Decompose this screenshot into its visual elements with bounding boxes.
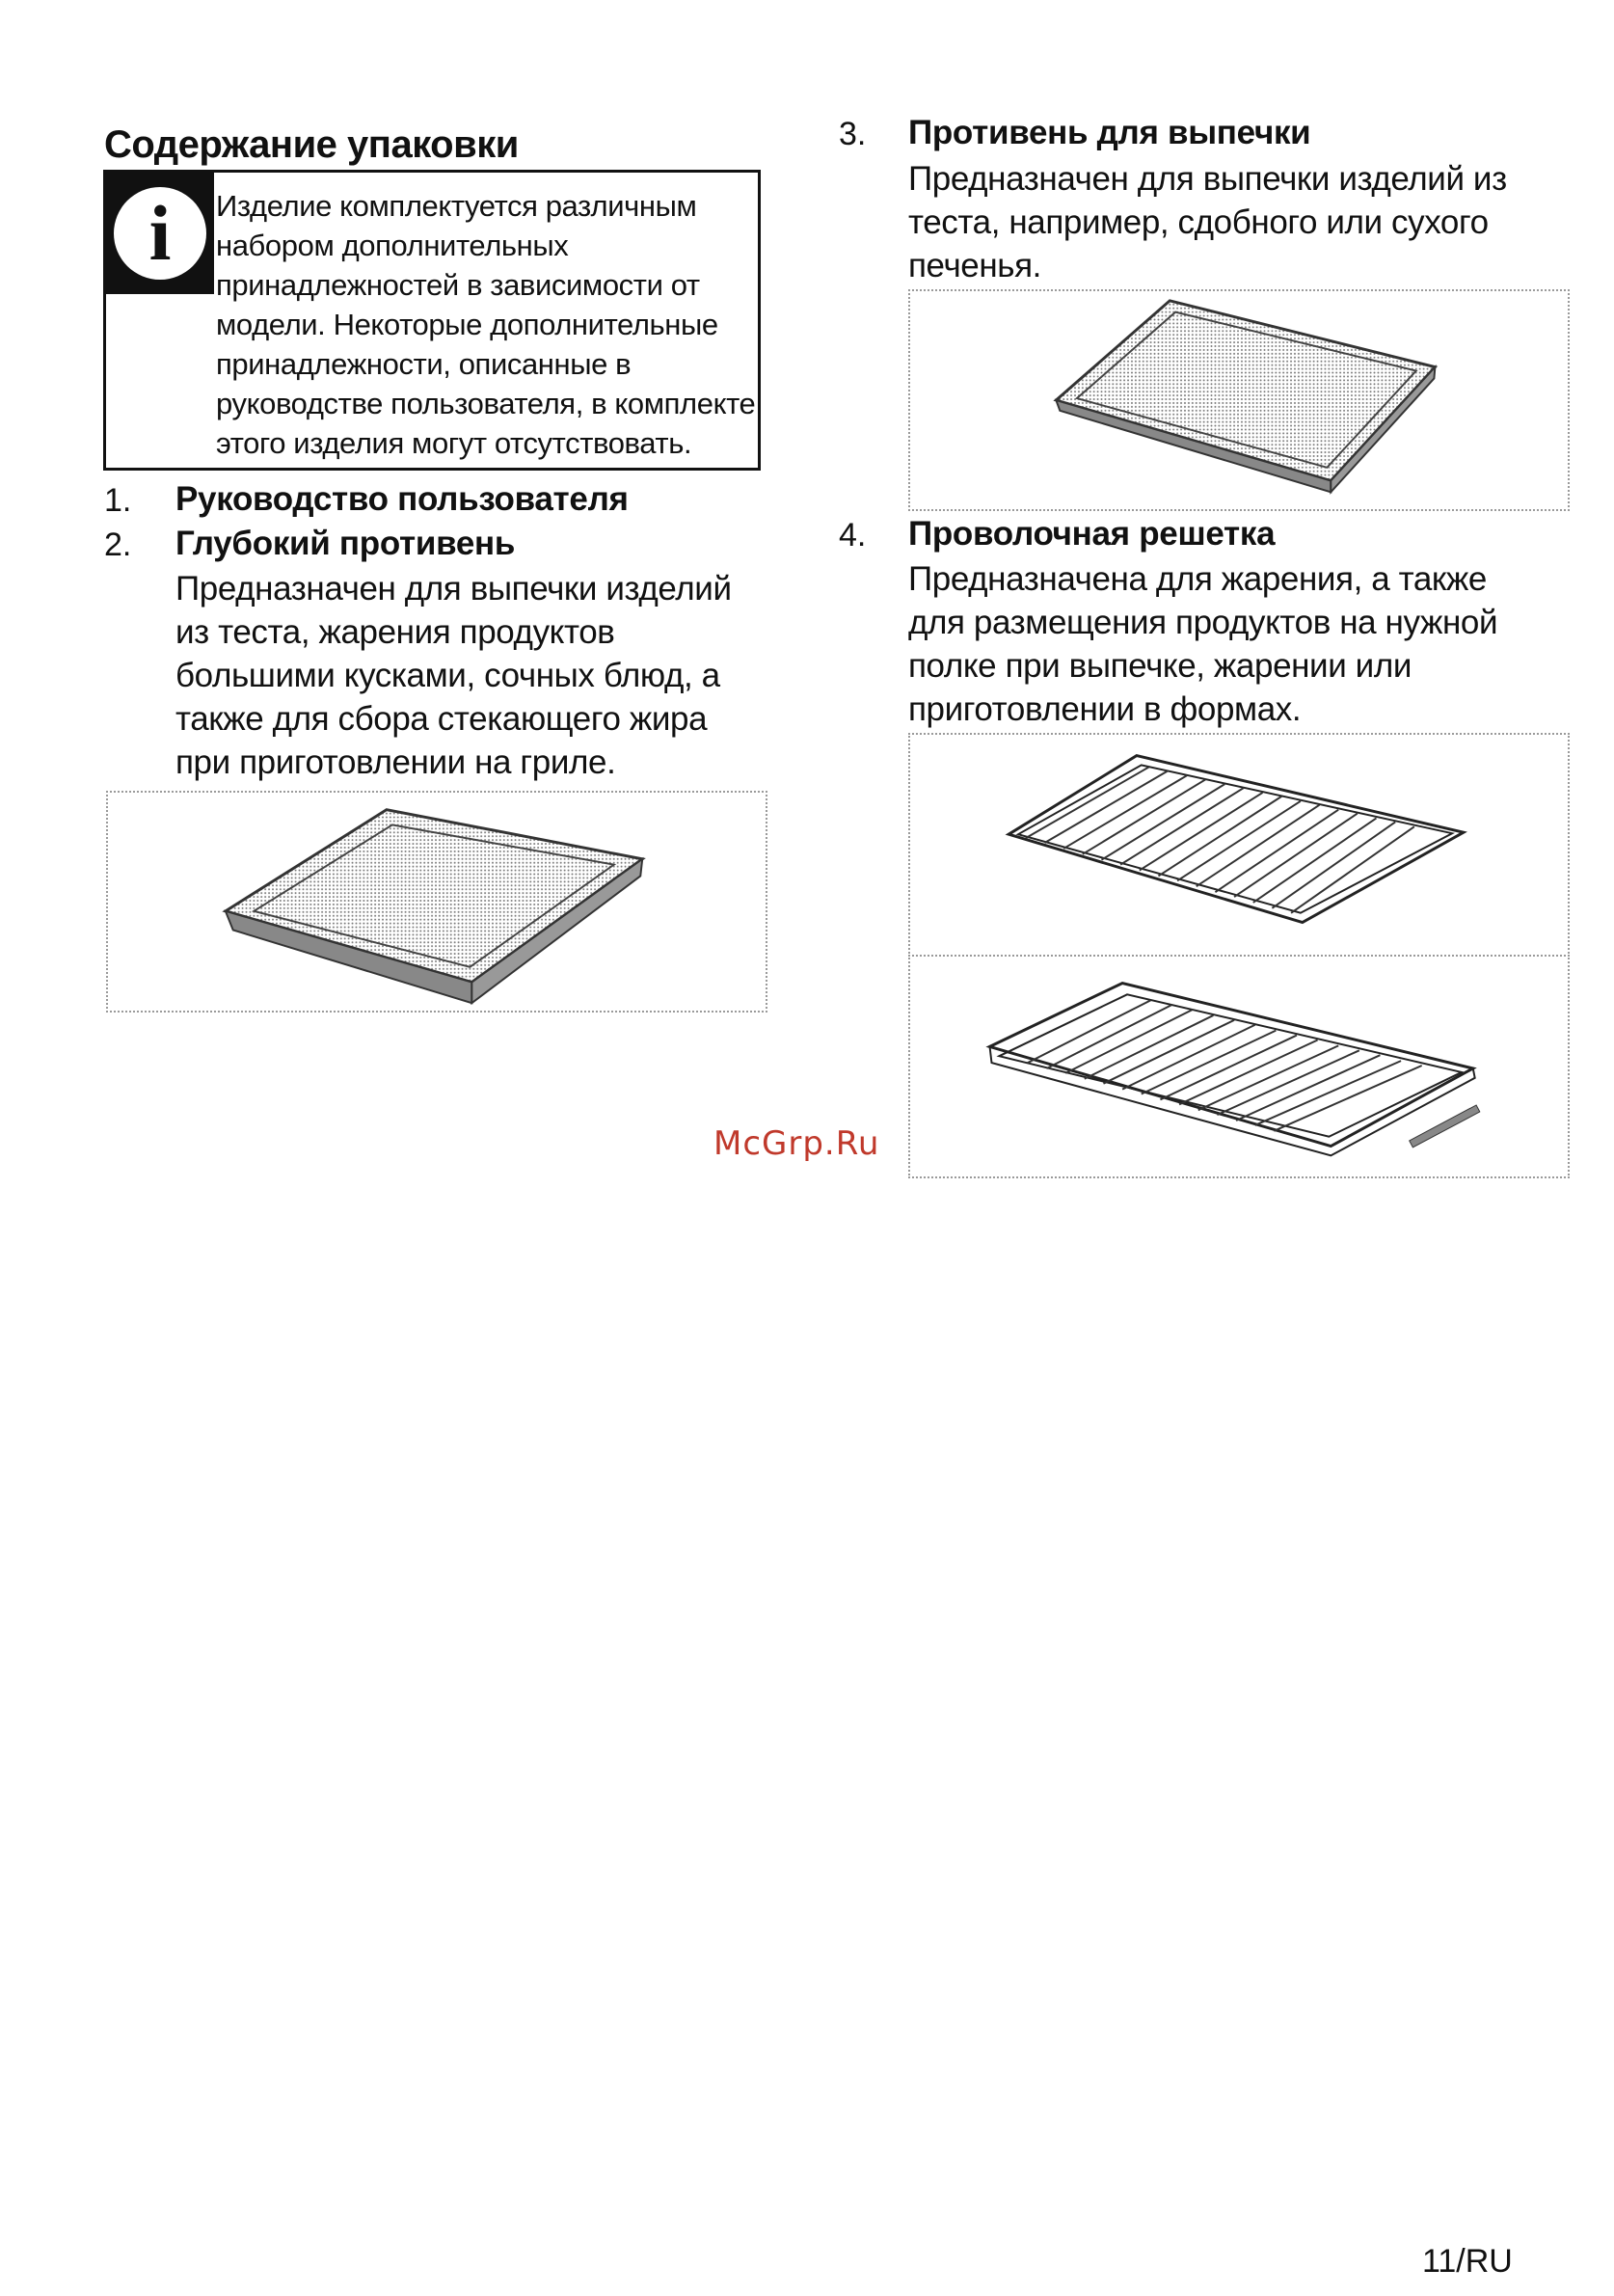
baking-tray-figure [908,289,1570,511]
wire-rack-figure-2 [908,955,1570,1178]
deep-tray-drawing [108,793,766,1011]
item-1-number: 1. [104,482,132,519]
item-2-description: Предназначен для выпечки изделий из теста, жарения продуктов большими кусками, сочных блюд, а также для сбора стекающего жира при приготовлении на гриле. [175,570,732,781]
info-note [103,170,761,471]
item-3-description: Предназначен для выпечки изделий из теста, например, сдобного или сухого печенья. [908,160,1507,284]
item-4-number: 4. [839,517,867,554]
wire-rack-drawing-1 [910,735,1568,955]
item-4-title: Проволочная решетка [908,515,1276,553]
item-4-description: Предназначена для жарения, а также для размещения продуктов на нужной полке при выпечке, жарении или приготовлении в формах. [908,560,1498,728]
item-3-title: Противень для выпечки [908,114,1311,151]
wire-rack-figure-1 [908,733,1570,957]
item-3-number: 3. [839,116,867,152]
info-text: Изделие комплектуется различным набором дополнительных принадлежностей в зависимости от модели. Некоторые дополнительные принадлежности, описанные в руководстве пользователя, в комплекте этого изделия могут отсутствовать. [216,189,756,460]
deep-tray-figure [106,791,767,1013]
baking-tray-drawing [910,291,1568,509]
item-1-title: Руководство пользователя [175,480,629,518]
wire-rack-drawing-2 [910,957,1568,1176]
item-2-number: 2. [104,527,132,563]
info-icon: i [106,173,214,294]
section-title: Содержание упаковки [104,123,519,166]
page-number: 11/RU [1422,2243,1513,2280]
item-2-title: Глубокий противень [175,525,516,562]
watermark: McGrp.Ru [713,1124,880,1163]
